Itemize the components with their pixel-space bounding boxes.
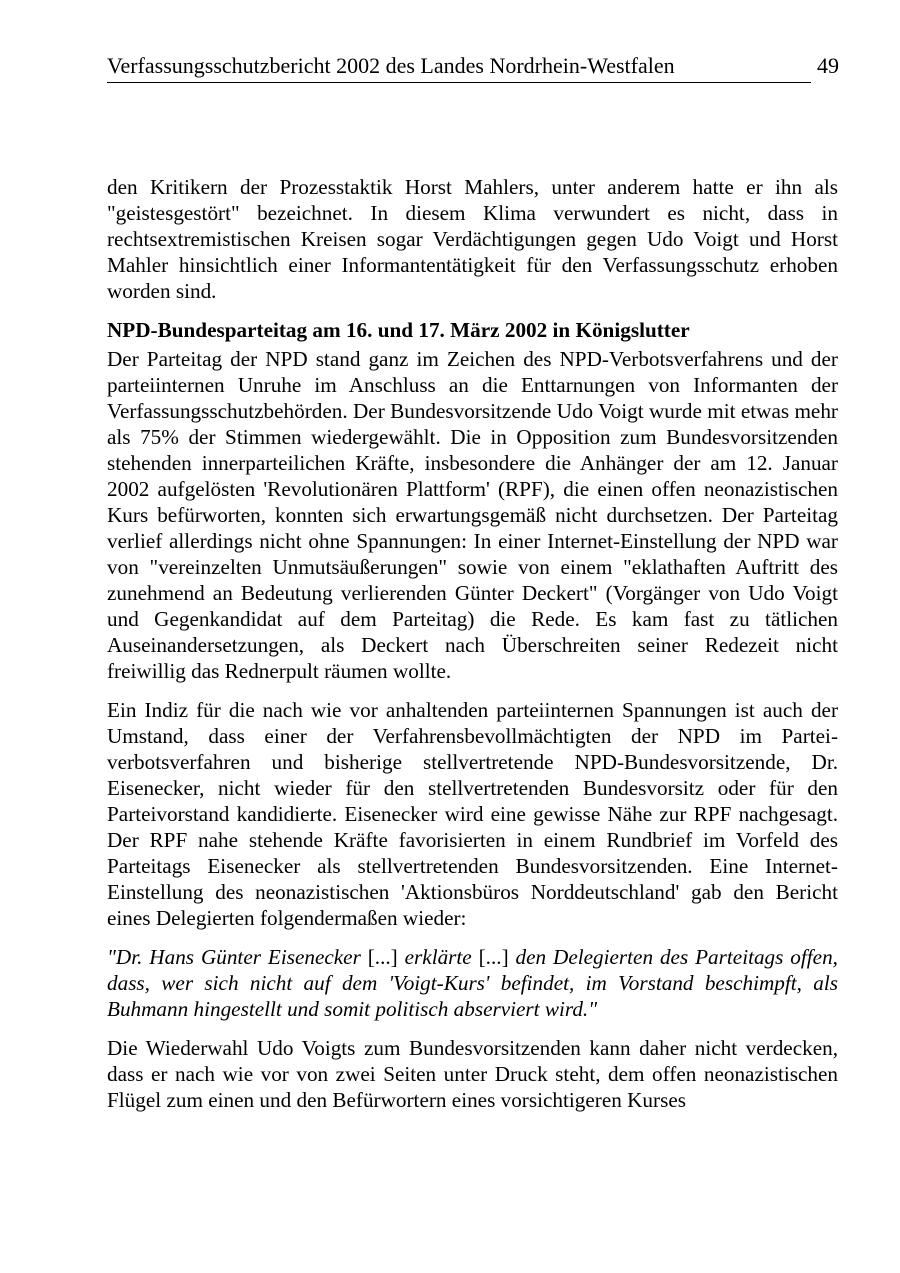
page-number: 49 <box>817 53 839 78</box>
paragraph-parteitag: Der Parteitag der NPD stand ganz im Zeichen des NPD-Verbotsverfahrens und der parteiinternen Unruhe im Anschluss an die Enttarnungen von Informanten der Verfassungsschutzbehörden. Der Bundesvorsitzende Udo Voigt wurde mit etwas mehr als 75% der Stimmen wiedergewählt. Die in Opposition zum Bundesvorsitzenden stehenden innerparteilichen Kräfte, insbesondere die Anhänger der am 12. Januar 2002 aufgelösten 'Revolutionären Plattform' (RPF), die einen offen neonazistischen Kurs befürworten, konnten sich erwartungsgemäß nicht durchsetzen. Der Parteitag verlief allerdings nicht ohne Spannungen: In einer Internet-Einstellung der NPD war von "vereinzelten Unmutsäußerungen" sowie von einem "eklathaften Auftritt des zunehmend an Bedeutung verlierenden Günter Deckert" (Vorgänger von Udo Voigt und Gegenkandidat auf dem Parteitag) die Rede. Es kam fast zu tätlichen Auseinandersetzungen, als Deckert nach Überschreiten seiner Redezeit nicht freiwillig das Rednerpult räumen wollte. <box>107 347 838 683</box>
paragraph-indiz: Ein Indiz für die nach wie vor anhaltenden parteiinternen Spannungen ist auch der Umstand, dass einer der Verfahrensbevollmächtigten der NPD im Parteiverbotsverfahren und bisherige stellvertretende NPD-Bundesvorsitzende, Dr. Eisenecker, nicht wieder für den stellvertretenden Bundesvorsitz oder für den Parteivorstand kandidierte. Eisenecker wird eine gewisse Nähe zur RPF nachgesagt. Der RPF nahe stehende Kräfte favorisierten in einem Rundbrief im Vorfeld des Parteitags Eisenecker als stellvertretenden Bundesvorsitzenden. Eine Internet-Einstellung des neonazistischen 'Aktionsbüros Norddeutschland' gab den Bericht eines Delegierten folgendermaßen wieder: <box>107 698 838 930</box>
paragraph-wiederwahl: Die Wiederwahl Udo Voigts zum Bundesvorsitzenden kann daher nicht verdecken, dass er nach wie vor von zwei Seiten unter Druck steht, dem offen neonazistischen Flügel zum einen und den Befürwortern eines vorsichtigeren Kurses <box>107 1036 838 1112</box>
body-text <box>107 174 838 1113</box>
header-title: Verfassungsschutzbericht 2002 des Landes Nordrhein-Westfalen <box>107 53 675 78</box>
quote-part-1: "Dr. Hans Günter Eisenecker <box>107 945 361 969</box>
block-quote <box>107 944 838 1022</box>
quote-part-2: erklärte <box>404 945 472 969</box>
section-heading: NPD-Bundesparteitag am 16. und 17. März 2002 in Königslutter <box>107 318 690 342</box>
quote-ellipsis-2: [...] <box>471 945 516 969</box>
running-header <box>107 50 811 83</box>
paragraph-intro: den Kritikern der Prozesstaktik Horst Mahlers, unter anderem hatte er ihn als "geistesgestört" bezeichnet. In diesem Klima verwundert es nicht, dass in rechtsextremistischen Kreisen sogar Verdächtigungen gegen Udo Voigt und Horst Mahler hinsichtlich einer Informantentätigkeit für den Verfassungsschutz erhoben worden sind. <box>107 175 838 303</box>
quote-part-3: den Delegierten des Parteitags offen, dass, wer sich nicht auf dem 'Voigt-Kurs' befindet, im Vorstand beschimpft, als Buhmann hingestellt und somit politisch abserviert wird." <box>107 945 838 1021</box>
quote-ellipsis-1: [...] <box>360 945 405 969</box>
